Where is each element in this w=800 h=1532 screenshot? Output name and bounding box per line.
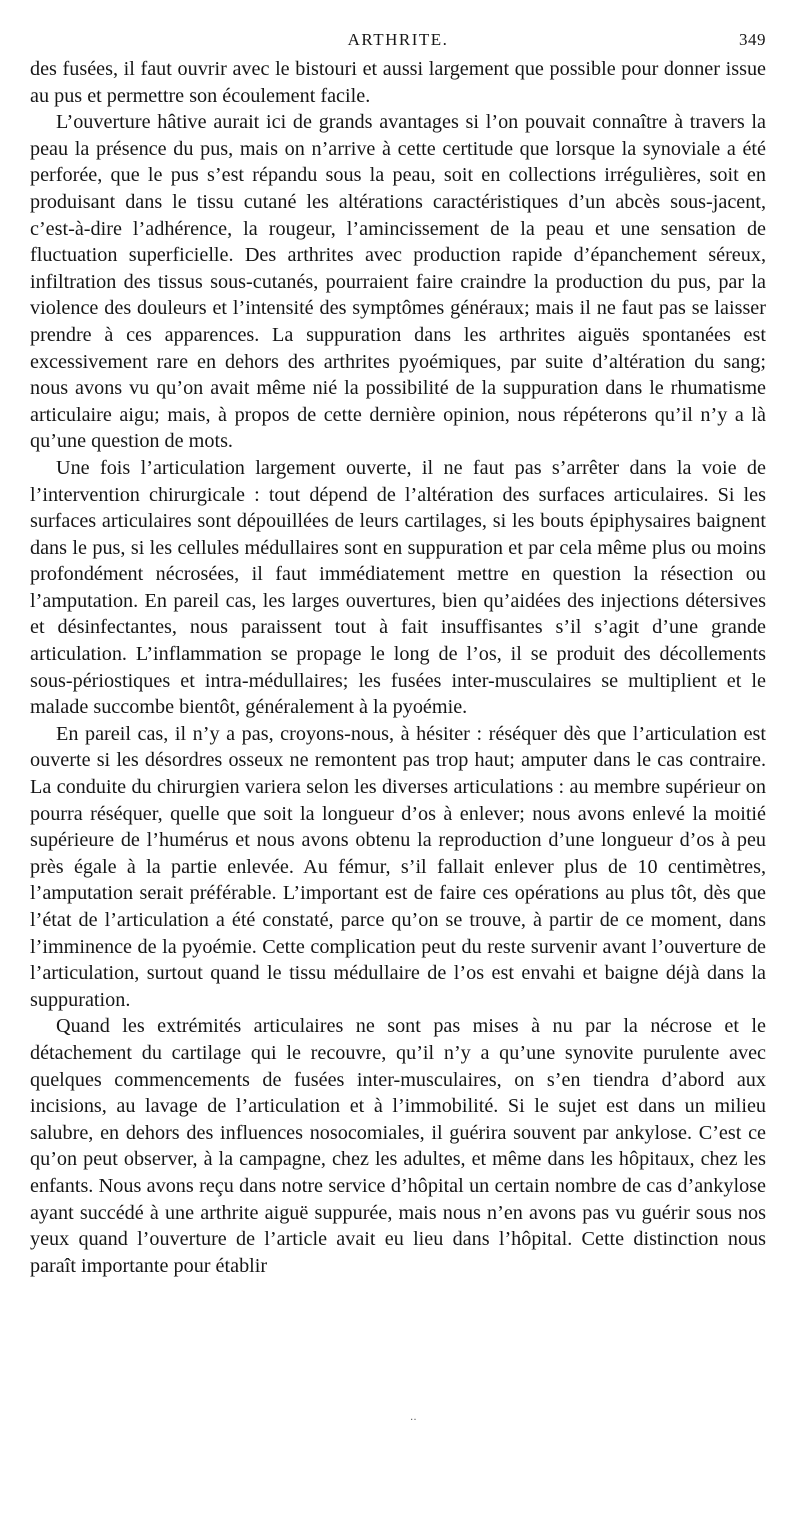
book-page	[30, 26, 766, 1279]
page-number: 349	[739, 30, 766, 49]
paragraph: Quand les extrémités articulaires ne sont pas mises à nu par la nécrose et le détachement du cartilage qui le recouvre, qu’il n’y a qu’une synovite purulente avec quelques commencements de fusées inter-musculaires, on s’en tiendra d’abord aux incisions, au lavage de l’articulation et à l’immobilité. Si le sujet est dans un milieu salubre, en dehors des influences nosocomiales, il guérira souvent par ankylose. C’est ce qu’on peut observer, à la campagne, chez les adultes, et même dans les hôpitaux, chez les enfants. Nous avons reçu dans notre service d’hôpital un certain nombre de cas d’ankylose ayant succédé à une arthrite aiguë suppurée, mais nous n’en avons pas vu guérir sous nos yeux quand l’ouverture de l’article avait eu lieu dans l’hôpital. Cette distinction nous paraît importante pour établir	[30, 1015, 766, 1277]
running-title: ARTHRITE.	[347, 30, 449, 49]
print-speck: ‥	[410, 1412, 417, 1423]
paragraph: En pareil cas, il n’y a pas, croyons-nous, à hésiter : réséquer dès que l’articulation est ouverte si les désordres osseux ne remontent pas trop haut; amputer dans le cas contraire. La conduite du chirurgien variera selon les diverses articulations : au membre supérieur on pourra réséquer, quelle que soit la longueur d’os à enlever; nous avons enlevé la moitié supérieure de l’humérus et nous avons obtenu la reproduction d’une longueur d’os à peu près égale à la partie enlevée. Au fémur, s’il fallait enlever plus de 10 centimètres, l’amputation serait préférable. L’important est de faire ces opérations au plus tôt, dès que l’état de l’articulation a été constaté, parce qu’on se trouve, à partir de ce moment, dans l’imminence de la pyoémie. Cette complication peut du reste survenir avant l’ouverture de l’articulation, surtout quand le tissu médullaire de l’os est envahi et baigne déjà dans la suppuration.	[30, 722, 766, 1011]
paragraph: L’ouverture hâtive aurait ici de grands avantages si l’on pouvait connaître à travers la peau la présence du pus, mais on n’arrive à cette certitude que lorsque la synoviale a été perforée, que le pus s’est répandu sous la peau, soit en collections irrégulières, soit en produisant dans le tissu cutané les altérations caractéristiques d’un abcès sous-jacent, c’est-à-dire l’adhérence, la rougeur, l’amincissement de la peau et une sensation de fluctuation superficielle. Des arthrites avec production rapide d’épanchement séreux, infiltration des tissus sous-cutanés, pourraient faire craindre la production du pus, par la violence des douleurs et l’intensité des symptômes généraux; mais il ne faut pas se laisser prendre à ces apparences. La suppuration dans les arthrites aiguës spontanées est excessivement rare en dehors des arthrites pyoémiques, par suite d’altération du sang; nous avons vu qu’on avait même nié la possibilité de la suppuration dans le rhumatisme articulaire aigu; mais, à propos de cette dernière opinion, nous répéterons qu’il n’y a là qu’une question de mots.	[30, 111, 766, 453]
running-header	[30, 26, 766, 56]
paragraph: Une fois l’articulation largement ouverte, il ne faut pas s’arrêter dans la voie de l’intervention chirurgicale : tout dépend de l’altération des surfaces articulaires. Si les surfaces articulaires sont dépouillées de leurs cartilages, si les bouts épiphysaires baignent dans le pus, si les cellules médullaires sont en suppuration et par cela même plus ou moins profondément nécrosées, il faut immédiatement mettre en question la résection ou l’amputation. En pareil cas, les larges ouvertures, bien qu’aidées des injections détersives et désinfectantes, nous paraissent tout à fait insuffisantes s’il s’agit d’une grande articulation. L’inflammation se propage le long de l’os, il se produit des décollements sous-périostiques et intra-médullaires; les fusées inter-musculaires se multiplient et le malade succombe bientôt, généralement à la pyoémie.	[30, 456, 766, 719]
paragraph-continued: des fusées, il faut ouvrir avec le bistouri et aussi largement que possible pour donner issue au pus et permettre son écoulement facile.	[30, 58, 766, 107]
body-text	[30, 56, 766, 1279]
